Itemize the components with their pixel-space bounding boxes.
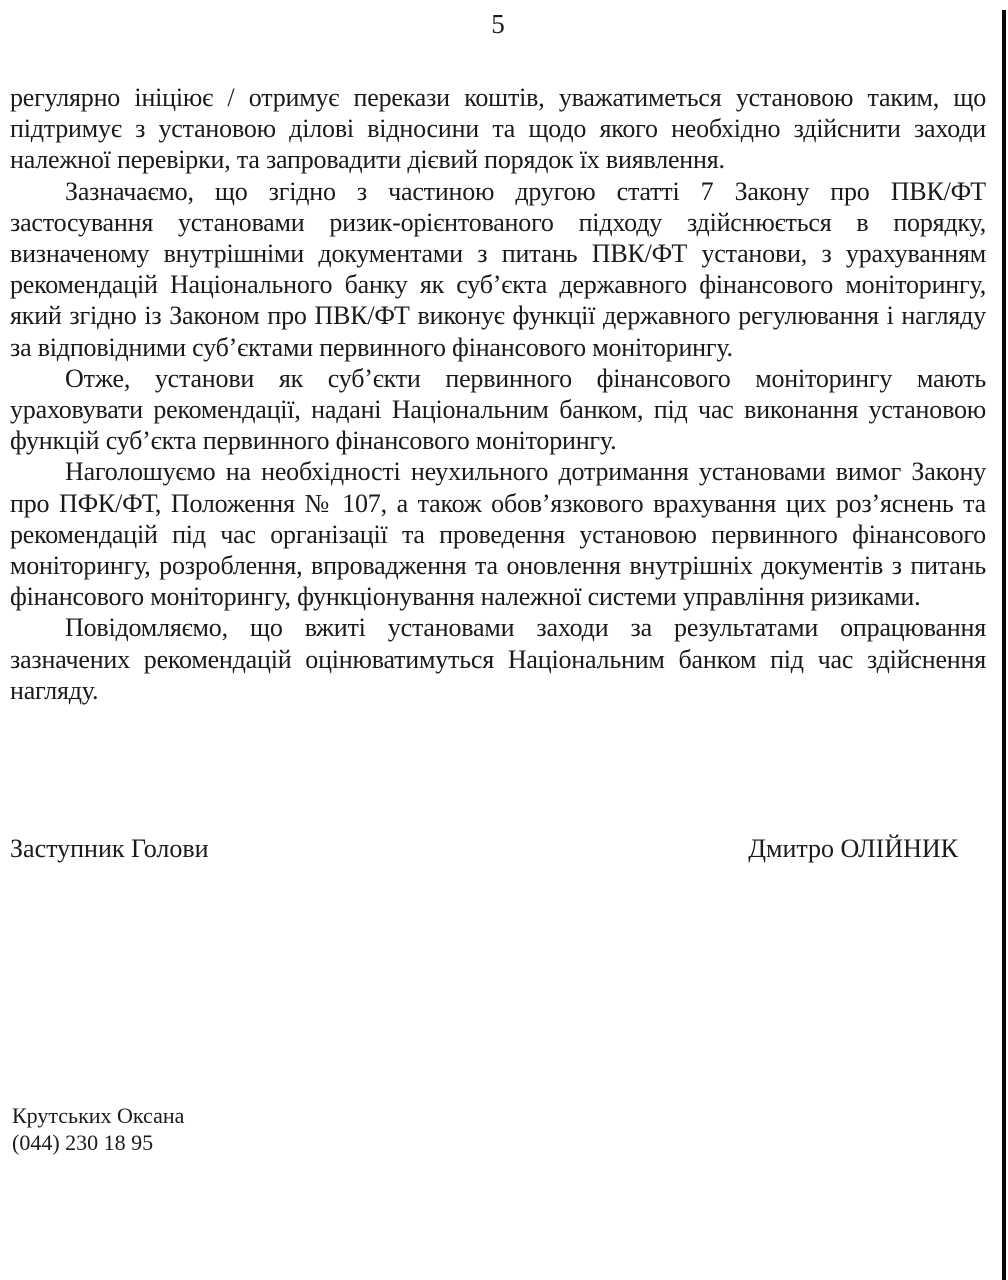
document-body — [10, 82, 986, 706]
signature-row — [10, 833, 986, 864]
signature-name: Дмитро ОЛІЙНИК — [748, 834, 958, 863]
signature-title: Заступник Голови — [10, 834, 209, 863]
contact-footer — [12, 1102, 184, 1156]
body-paragraph: Отже, установи як суб’єкти первинного фінансового моніторингу мають ураховувати рекомендації, надані Національним банком, під час виконання установою функцій суб’єкта первинного фінансового моніторингу. — [10, 363, 986, 456]
body-paragraph: регулярно ініціює / отримує перекази коштів, уважатиметься установою таким, що підтримує з установою ділові відносини та щодо якого необхідно здійснити заходи належної перевірки, та запровадити дієвий порядок їх виявлення. — [10, 83, 986, 175]
contact-phone: (044) 230 18 95 — [12, 1130, 154, 1155]
body-paragraph: Зазначаємо, що згідно з частиною другою статті 7 Закону про ПВК/ФТ застосування установами ризик-орієнтованого підходу здійснюється в порядку, визначеному внутрішніми документами з питань ПВК/ФТ установи, з урахуванням рекомендацій Національного банку як суб’єкта державного фінансового моніторингу, який згідно із Законом про ПВК/ФТ виконує функції державного регулювання і нагляду за відповідними суб’єктами первинного фінансового моніторингу. — [10, 176, 986, 362]
body-paragraph: Повідомляємо, що вжиті установами заходи за результатами опрацювання зазначених рекомендацій оцінюватимуться Національним банком під час здійснення нагляду. — [10, 613, 986, 705]
scan-edge-line — [1002, 10, 1006, 1280]
contact-name: Крутських Оксана — [12, 1103, 185, 1128]
page-number: 5 — [491, 9, 505, 39]
body-paragraph: Наголошуємо на необхідності неухильного дотримання установами вимог Закону про ПФК/ФТ, Положення № 107, а також обов’язкового врахування цих роз’яснень та рекомендацій під час організації та проведення установою первинного фінансового моніторингу, розроблення, впровадження та оновлення внутрішніх документів з питань фінансового моніторингу, функціонування належної системи управління ризиками. — [10, 457, 986, 612]
